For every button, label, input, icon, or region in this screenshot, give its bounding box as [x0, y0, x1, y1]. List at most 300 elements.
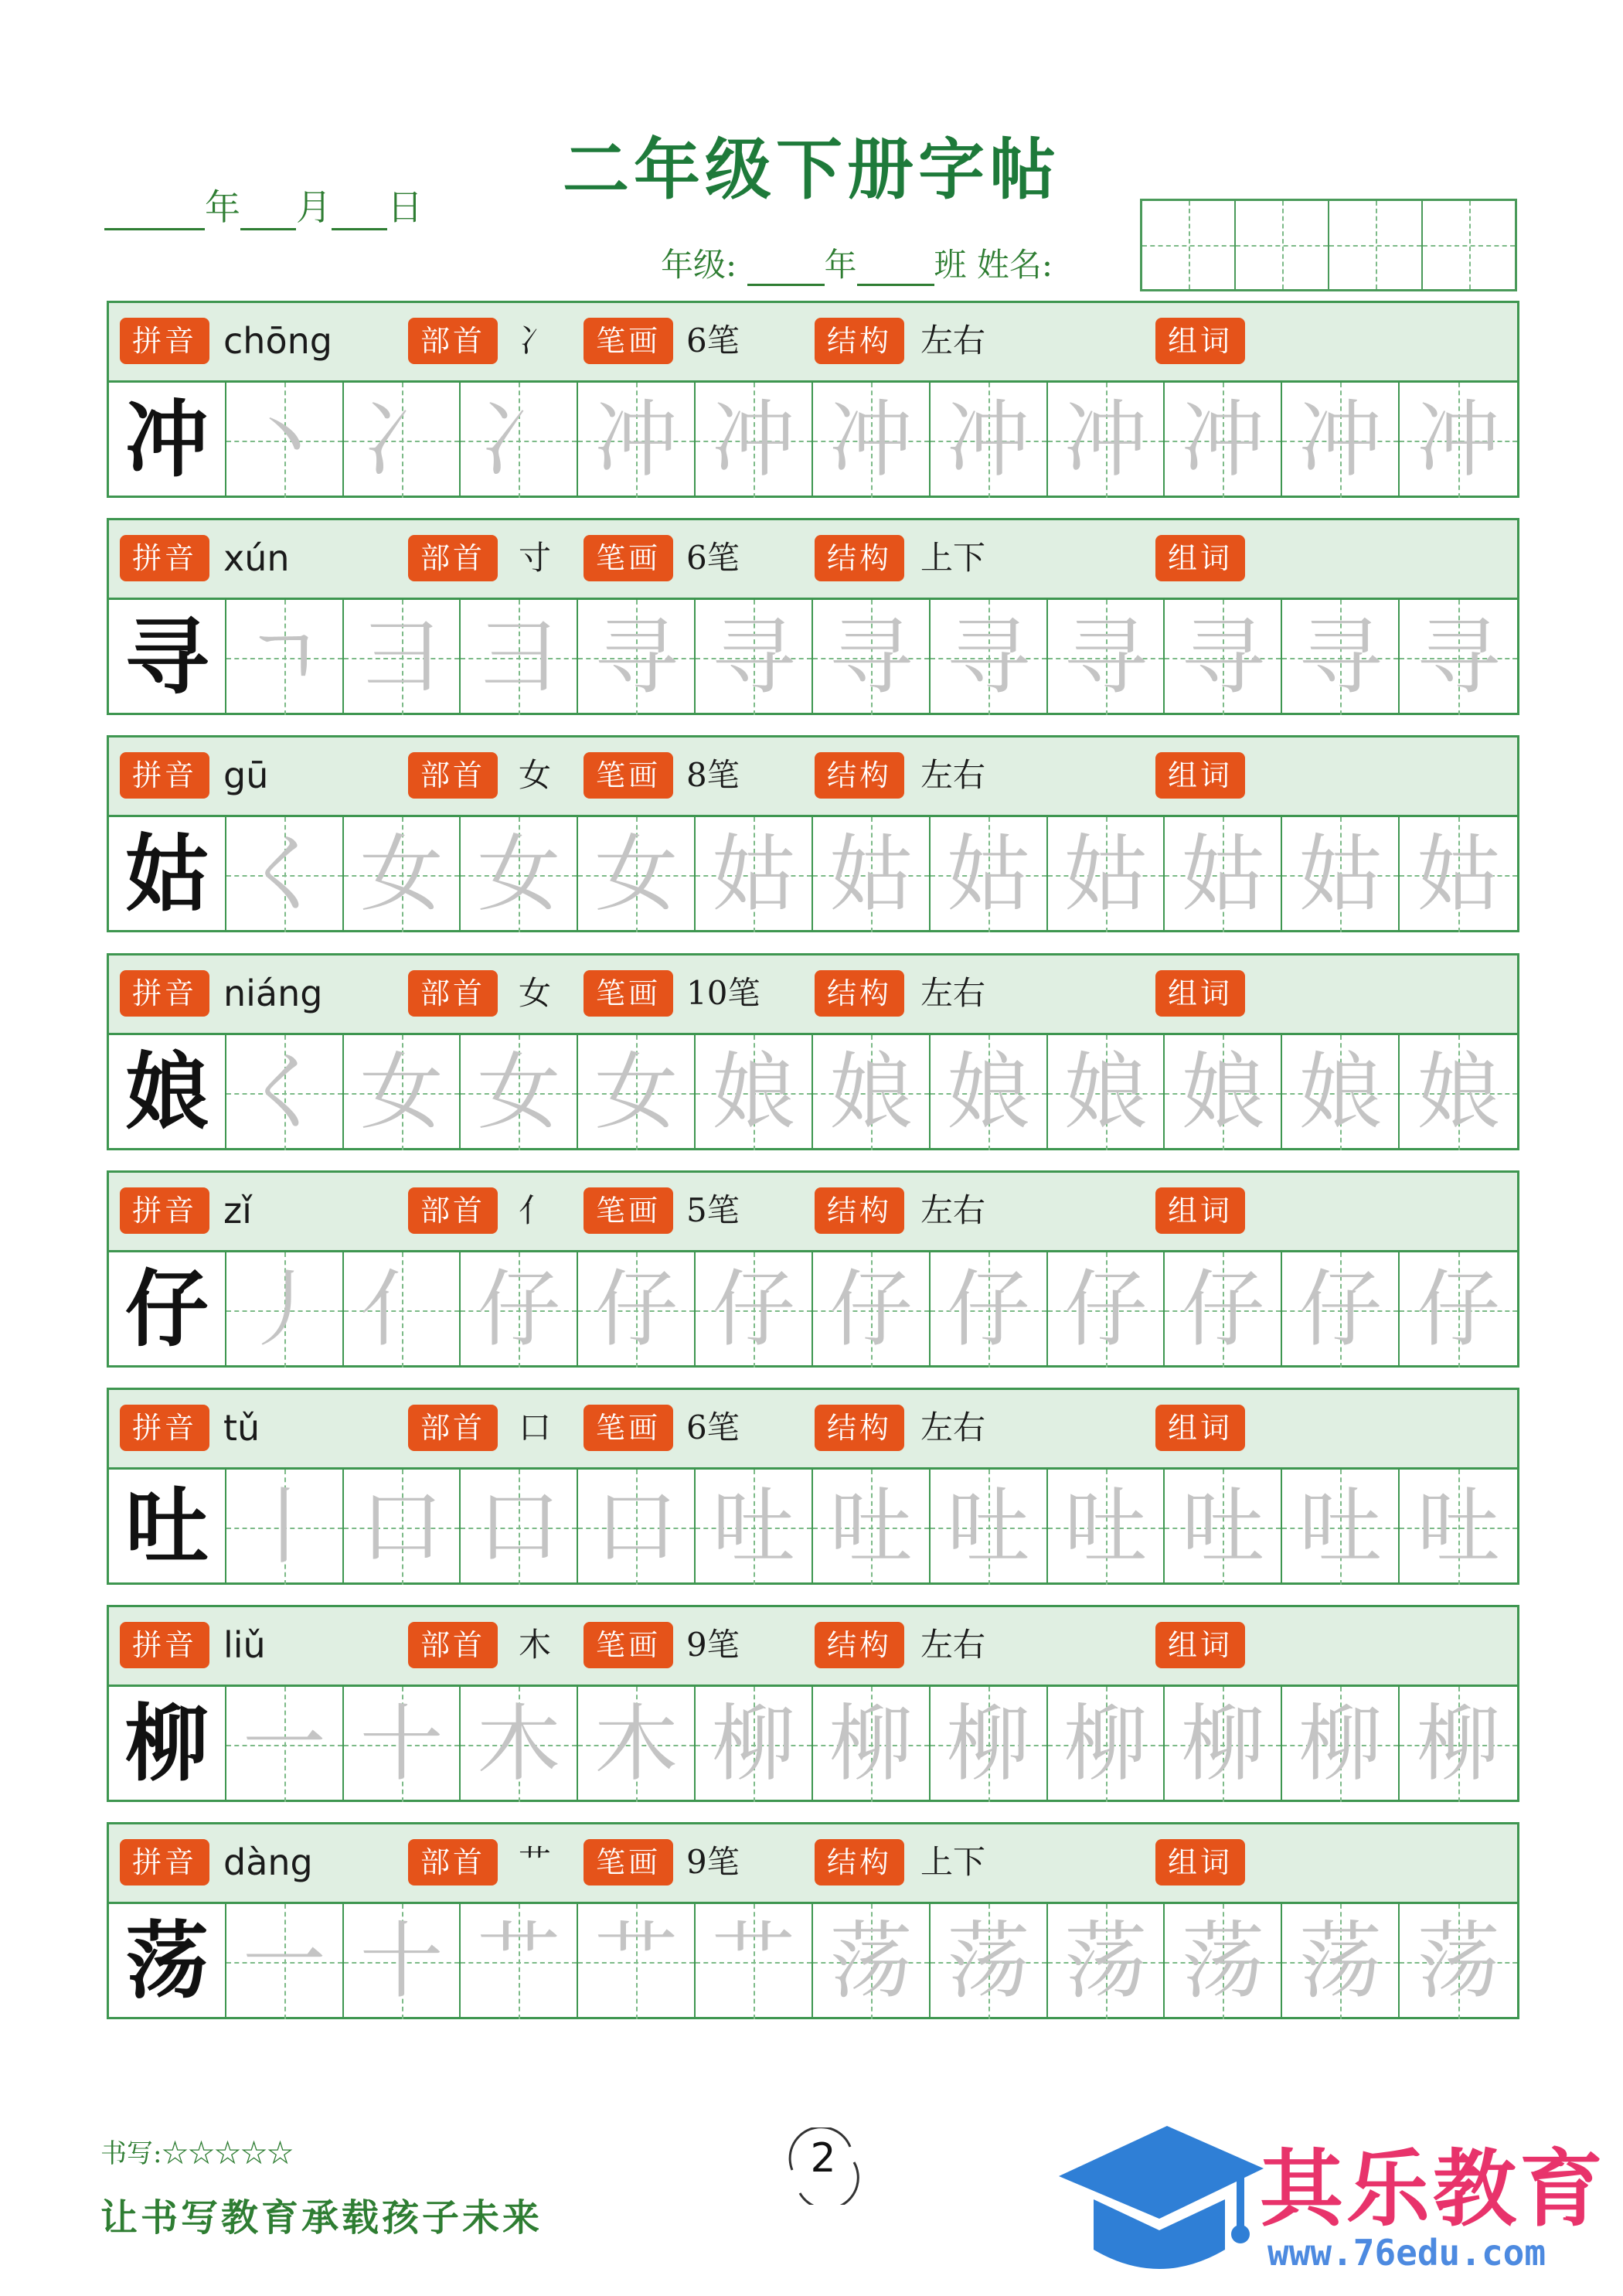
trace-cell[interactable]	[1282, 1687, 1400, 1802]
trace-char: 冫	[359, 392, 444, 489]
trace-cell[interactable]	[1400, 1687, 1517, 1802]
trace-char: 冲	[712, 392, 796, 489]
trace-cell[interactable]	[1282, 1470, 1400, 1585]
trace-char: 娘	[829, 1044, 913, 1141]
trace-char: 口	[477, 1479, 561, 1576]
structure-value: 左右	[920, 1191, 986, 1229]
trace-cell[interactable]	[344, 1687, 461, 1802]
trace-char: 艹	[594, 1913, 679, 2010]
trace-cell[interactable]	[696, 383, 813, 498]
trace-cell[interactable]	[226, 1035, 344, 1150]
year-blank[interactable]	[104, 192, 205, 230]
radical-value: 冫	[519, 322, 552, 359]
trace-char: 吐	[1417, 1479, 1501, 1576]
pinyin-value: liǔ	[223, 1624, 266, 1666]
structure-value: 左右	[920, 1626, 986, 1664]
trace-cell[interactable]	[813, 1904, 931, 2019]
trace-char: 娘	[1298, 1044, 1383, 1141]
trace-char: 柳	[1298, 1696, 1383, 1793]
trace-char: 柳	[829, 1696, 913, 1793]
trace-char: 吐	[829, 1479, 913, 1576]
trace-cell[interactable]	[461, 600, 578, 715]
model-char-cell	[109, 1687, 226, 1802]
strokes-tag: 笔画	[584, 1187, 673, 1234]
grade-blank[interactable]	[747, 253, 825, 286]
radical-value: 艹	[519, 1843, 552, 1881]
trace-cell[interactable]	[696, 600, 813, 715]
trace-cell[interactable]	[1165, 383, 1282, 498]
pinyin-value: gū	[223, 755, 269, 796]
trace-char: 冲	[1181, 392, 1265, 489]
trace-char: 仔	[1298, 1262, 1383, 1358]
practice-row	[107, 301, 1519, 498]
trace-char: 冲	[946, 392, 1030, 489]
row-header	[109, 520, 1517, 600]
row-header	[109, 956, 1517, 1035]
trace-char: 荡	[829, 1913, 913, 2010]
trace-cell[interactable]	[461, 817, 578, 932]
trace-char: 冲	[1417, 392, 1501, 489]
model-char-cell	[109, 600, 226, 715]
date-year-label: 年	[205, 186, 240, 228]
words-tag: 组词	[1155, 1839, 1245, 1886]
trace-cell[interactable]	[344, 383, 461, 498]
trace-cell[interactable]	[1282, 1252, 1400, 1368]
trace-cell[interactable]	[1282, 1035, 1400, 1150]
trace-char: 十	[359, 1696, 444, 1793]
trace-char: 娘	[1063, 1044, 1148, 1141]
trace-char: く	[242, 826, 326, 923]
pinyin-value: tǔ	[223, 1407, 260, 1449]
rating-label: 书写:☆☆☆☆☆	[100, 2138, 294, 2169]
trace-char: 十	[359, 1913, 444, 2010]
writing-grid	[109, 1252, 1517, 1368]
student-info	[661, 240, 1053, 286]
page-number: 2	[810, 2135, 836, 2182]
trace-char: 姑	[1298, 826, 1383, 923]
model-char-cell	[109, 1252, 226, 1368]
radical-tag: 部首	[408, 318, 498, 364]
trace-cell[interactable]	[344, 1904, 461, 2019]
graduation-cap-icon	[1051, 2122, 1267, 2284]
trace-char: 吐	[712, 1479, 796, 1576]
model-char-cell	[109, 383, 226, 498]
trace-cell[interactable]	[1400, 1904, 1517, 2019]
trace-cell[interactable]	[1165, 1687, 1282, 1802]
practice-row	[107, 1388, 1519, 1585]
trace-char: く	[242, 1044, 326, 1141]
trace-cell[interactable]	[931, 1687, 1048, 1802]
trace-char: 彐	[359, 609, 444, 706]
writing-grid	[109, 817, 1517, 932]
structure-value: 左右	[920, 974, 986, 1012]
radical-value: 女	[519, 756, 552, 794]
trace-char: 荡	[1298, 1913, 1383, 2010]
model-char-cell	[109, 1035, 226, 1150]
grade-unit: 年	[824, 246, 857, 284]
trace-cell[interactable]	[931, 600, 1048, 715]
trace-cell[interactable]	[578, 1904, 696, 2019]
brand-url: www.76edu.com	[1267, 2232, 1546, 2274]
strokes-value: 5笔	[686, 1191, 740, 1229]
trace-cell[interactable]	[226, 1470, 344, 1585]
trace-char: ㄱ	[243, 609, 325, 706]
trace-char: 娘	[1417, 1044, 1501, 1141]
trace-cell[interactable]	[461, 1687, 578, 1802]
trace-cell[interactable]	[1165, 1035, 1282, 1150]
practice-row	[107, 1822, 1519, 2019]
practice-row	[107, 1605, 1519, 1802]
month-blank[interactable]	[240, 192, 296, 230]
trace-cell[interactable]	[226, 817, 344, 932]
name-cell[interactable]	[1236, 201, 1329, 289]
model-char: 荡	[124, 1913, 209, 2010]
trace-cell[interactable]	[696, 1904, 813, 2019]
structure-value: 左右	[920, 322, 986, 359]
brand-name: 其乐教育	[1260, 2141, 1607, 2238]
trace-cell[interactable]	[696, 1687, 813, 1802]
trace-cell[interactable]	[226, 600, 344, 715]
strokes-tag: 笔画	[584, 535, 673, 581]
structure-value: 上下	[920, 1843, 986, 1881]
trace-cell[interactable]	[461, 1252, 578, 1368]
name-label: 姓名:	[976, 246, 1053, 284]
trace-cell[interactable]	[578, 1252, 696, 1368]
pinyin-value: dàng	[223, 1841, 313, 1883]
trace-char: 亻	[359, 1262, 444, 1358]
pinyin-tag: 拼音	[120, 535, 209, 581]
strokes-value: 10笔	[686, 974, 760, 1012]
trace-char: 寻	[594, 609, 679, 706]
date-day-label: 日	[387, 186, 423, 228]
words-tag: 组词	[1155, 535, 1245, 581]
radical-value: 木	[519, 1626, 552, 1664]
strokes-tag: 笔画	[584, 752, 673, 799]
trace-char: 仔	[1417, 1262, 1501, 1358]
trace-cell[interactable]	[696, 1470, 813, 1585]
grade-label: 年级:	[661, 246, 737, 284]
trace-char: 冫	[477, 392, 561, 489]
trace-cell[interactable]	[931, 383, 1048, 498]
trace-char: 吐	[946, 1479, 1030, 1576]
trace-char: 吐	[1298, 1479, 1383, 1576]
practice-row	[107, 953, 1519, 1150]
trace-cell[interactable]	[461, 1904, 578, 2019]
radical-tag: 部首	[408, 1187, 498, 1234]
trace-cell[interactable]	[1048, 1470, 1165, 1585]
radical-tag: 部首	[408, 1839, 498, 1886]
trace-char: 寻	[1063, 609, 1148, 706]
structure-value: 上下	[920, 539, 986, 577]
pinyin-tag: 拼音	[120, 318, 209, 364]
trace-char: 娘	[712, 1044, 796, 1141]
trace-cell[interactable]	[813, 1470, 931, 1585]
page-title: 二年级下册字帖	[563, 131, 1060, 209]
name-cell[interactable]	[1329, 201, 1423, 289]
trace-char: 柳	[1417, 1696, 1501, 1793]
trace-char: 寻	[1417, 609, 1501, 706]
trace-char: 冲	[829, 392, 913, 489]
trace-cell[interactable]	[1282, 817, 1400, 932]
trace-char: 荡	[1063, 1913, 1148, 2010]
structure-value: 左右	[920, 1409, 986, 1446]
trace-cell[interactable]	[931, 1035, 1048, 1150]
words-tag: 组词	[1155, 1622, 1245, 1668]
trace-cell[interactable]	[578, 817, 696, 932]
pinyin-tag: 拼音	[120, 1405, 209, 1451]
trace-char: 寻	[1181, 609, 1265, 706]
structure-tag: 结构	[815, 1839, 904, 1886]
trace-char: 仔	[477, 1262, 561, 1358]
trace-char: 仔	[1181, 1262, 1265, 1358]
strokes-value: 9笔	[686, 1843, 740, 1881]
trace-cell[interactable]	[1165, 817, 1282, 932]
trace-char: 柳	[712, 1696, 796, 1793]
pinyin-tag: 拼音	[120, 970, 209, 1017]
strokes-tag: 笔画	[584, 970, 673, 1017]
trace-cell[interactable]	[1400, 1035, 1517, 1150]
structure-tag: 结构	[815, 535, 904, 581]
words-tag: 组词	[1155, 1405, 1245, 1451]
strokes-value: 6笔	[686, 322, 740, 359]
date-month-label: 月	[296, 186, 332, 228]
trace-cell[interactable]	[1048, 1035, 1165, 1150]
trace-cell[interactable]	[696, 1252, 813, 1368]
structure-tag: 结构	[815, 1622, 904, 1668]
practice-row	[107, 735, 1519, 932]
trace-char: 彐	[477, 609, 561, 706]
trace-char: 丶	[242, 392, 326, 489]
strokes-tag: 笔画	[584, 1839, 673, 1886]
strokes-value: 8笔	[686, 756, 740, 794]
trace-cell[interactable]	[578, 1470, 696, 1585]
trace-char: 一	[242, 1913, 326, 2010]
structure-tag: 结构	[815, 970, 904, 1017]
trace-char: 姑	[829, 826, 913, 923]
trace-char: 寻	[712, 609, 796, 706]
trace-char: 一	[242, 1696, 326, 1793]
writing-grid	[109, 600, 1517, 715]
radical-tag: 部首	[408, 1405, 498, 1451]
trace-cell[interactable]	[1400, 1470, 1517, 1585]
writing-grid	[109, 383, 1517, 498]
trace-cell[interactable]	[578, 1687, 696, 1802]
trace-cell[interactable]	[1165, 1252, 1282, 1368]
trace-cell[interactable]	[1400, 383, 1517, 498]
trace-cell[interactable]	[461, 1470, 578, 1585]
trace-cell[interactable]	[1048, 1252, 1165, 1368]
structure-tag: 结构	[815, 318, 904, 364]
name-cell[interactable]	[1142, 201, 1236, 289]
trace-cell[interactable]	[1282, 1904, 1400, 2019]
trace-cell[interactable]	[931, 1470, 1048, 1585]
trace-cell[interactable]	[344, 1252, 461, 1368]
trace-cell[interactable]	[813, 1687, 931, 1802]
row-header	[109, 1607, 1517, 1687]
page-number-badge	[777, 2127, 869, 2205]
trace-char: 女	[359, 826, 444, 923]
trace-cell[interactable]	[1400, 817, 1517, 932]
radical-tag: 部首	[408, 535, 498, 581]
words-tag: 组词	[1155, 970, 1245, 1017]
trace-char: 寻	[946, 609, 1030, 706]
trace-char: 吐	[1063, 1479, 1148, 1576]
strokes-value: 6笔	[686, 539, 740, 577]
trace-cell[interactable]	[344, 817, 461, 932]
radical-tag: 部首	[408, 970, 498, 1017]
trace-cell[interactable]	[931, 1904, 1048, 2019]
writing-grid	[109, 1687, 1517, 1802]
trace-char: 柳	[946, 1696, 1030, 1793]
pinyin-value: niáng	[223, 973, 323, 1014]
trace-char: 寻	[1298, 609, 1383, 706]
model-char: 寻	[124, 608, 209, 706]
structure-value: 左右	[920, 756, 986, 794]
trace-char: 口	[594, 1479, 679, 1576]
trace-cell[interactable]	[344, 1035, 461, 1150]
trace-char: 艹	[477, 1913, 561, 2010]
trace-char: 娘	[1181, 1044, 1265, 1141]
trace-char: 姑	[1417, 826, 1501, 923]
trace-char: 仔	[829, 1262, 913, 1358]
pinyin-tag: 拼音	[120, 1187, 209, 1234]
trace-cell[interactable]	[813, 817, 931, 932]
practice-row	[107, 1170, 1519, 1368]
trace-char: 吐	[1181, 1479, 1265, 1576]
pinyin-value: xún	[223, 537, 290, 579]
trace-cell[interactable]	[344, 600, 461, 715]
radical-value: 女	[519, 974, 552, 1012]
strokes-tag: 笔画	[584, 1405, 673, 1451]
model-char-cell	[109, 817, 226, 932]
trace-char: 娘	[946, 1044, 1030, 1141]
trace-char: 木	[594, 1696, 679, 1793]
model-char: 仔	[124, 1261, 209, 1358]
trace-char: 姑	[712, 826, 796, 923]
radical-tag: 部首	[408, 752, 498, 799]
trace-cell[interactable]	[931, 1252, 1048, 1368]
pinyin-value: chōng	[223, 320, 332, 362]
trace-cell[interactable]	[1165, 600, 1282, 715]
trace-cell[interactable]	[461, 1035, 578, 1150]
trace-cell[interactable]	[1048, 817, 1165, 932]
trace-char: 仔	[946, 1262, 1030, 1358]
row-header	[109, 1824, 1517, 1904]
trace-cell[interactable]	[344, 1470, 461, 1585]
row-header	[109, 1390, 1517, 1470]
strokes-tag: 笔画	[584, 318, 673, 364]
structure-tag: 结构	[815, 1405, 904, 1451]
trace-cell[interactable]	[813, 1252, 931, 1368]
row-header	[109, 1173, 1517, 1252]
trace-cell[interactable]	[696, 817, 813, 932]
trace-cell[interactable]	[1282, 600, 1400, 715]
trace-char: 丨	[242, 1479, 326, 1576]
radical-tag: 部首	[408, 1622, 498, 1668]
pinyin-tag: 拼音	[120, 1839, 209, 1886]
trace-cell[interactable]	[226, 1252, 344, 1368]
writing-grid	[109, 1035, 1517, 1150]
trace-cell[interactable]	[931, 817, 1048, 932]
trace-cell[interactable]	[1165, 1904, 1282, 2019]
writing-grid	[109, 1470, 1517, 1585]
words-tag: 组词	[1155, 1187, 1245, 1234]
trace-cell[interactable]	[1048, 1904, 1165, 2019]
model-char-cell	[109, 1904, 226, 2019]
trace-cell[interactable]	[1282, 383, 1400, 498]
model-char: 娘	[124, 1044, 209, 1141]
model-char: 柳	[124, 1695, 209, 1793]
trace-cell[interactable]	[578, 1035, 696, 1150]
trace-char: 寻	[829, 609, 913, 706]
trace-cell[interactable]	[226, 383, 344, 498]
row-header	[109, 303, 1517, 383]
trace-char: 荡	[946, 1913, 1030, 2010]
trace-char: 姑	[1063, 826, 1148, 923]
trace-char: 仔	[1063, 1262, 1148, 1358]
trace-char: 木	[477, 1696, 561, 1793]
trace-char: 姑	[1181, 826, 1265, 923]
trace-char: 仔	[712, 1262, 796, 1358]
trace-cell[interactable]	[1048, 600, 1165, 715]
model-char: 冲	[124, 391, 209, 489]
trace-char: 仔	[594, 1262, 679, 1358]
words-tag: 组词	[1155, 318, 1245, 364]
day-blank[interactable]	[332, 192, 387, 230]
row-header	[109, 738, 1517, 817]
trace-cell[interactable]	[696, 1035, 813, 1150]
trace-char: 柳	[1063, 1696, 1148, 1793]
name-cell[interactable]	[1423, 201, 1515, 289]
name-writing-box[interactable]	[1140, 199, 1517, 291]
class-unit: 班	[934, 246, 967, 284]
trace-cell[interactable]	[226, 1687, 344, 1802]
trace-cell[interactable]	[1400, 600, 1517, 715]
trace-cell[interactable]	[813, 600, 931, 715]
trace-char: 女	[477, 1044, 561, 1141]
trace-cell[interactable]	[813, 383, 931, 498]
trace-char: 冲	[1063, 392, 1148, 489]
trace-cell[interactable]	[1165, 1470, 1282, 1585]
trace-char: 荡	[1417, 1913, 1501, 2010]
writing-grid	[109, 1904, 1517, 2019]
trace-cell[interactable]	[578, 383, 696, 498]
trace-cell[interactable]	[1048, 383, 1165, 498]
trace-char: 冲	[1298, 392, 1383, 489]
trace-cell[interactable]	[813, 1035, 931, 1150]
trace-char: 女	[594, 1044, 679, 1141]
trace-char: 女	[594, 826, 679, 923]
trace-cell[interactable]	[1048, 1687, 1165, 1802]
pinyin-tag: 拼音	[120, 1622, 209, 1668]
pinyin-value: zǐ	[223, 1190, 252, 1231]
trace-char: 女	[477, 826, 561, 923]
practice-row	[107, 518, 1519, 715]
trace-cell[interactable]	[461, 383, 578, 498]
trace-cell[interactable]	[1400, 1252, 1517, 1368]
class-blank[interactable]	[857, 253, 934, 286]
structure-tag: 结构	[815, 1187, 904, 1234]
trace-char: 冲	[594, 392, 679, 489]
trace-cell[interactable]	[226, 1904, 344, 2019]
radical-value: 口	[519, 1409, 552, 1446]
brand-logo	[1051, 2122, 1608, 2284]
trace-char: 姑	[946, 826, 1030, 923]
trace-char: 柳	[1181, 1696, 1265, 1793]
trace-char: 口	[359, 1479, 444, 1576]
trace-cell[interactable]	[578, 600, 696, 715]
slogan: 让书写教育承载孩子未来	[100, 2196, 543, 2240]
